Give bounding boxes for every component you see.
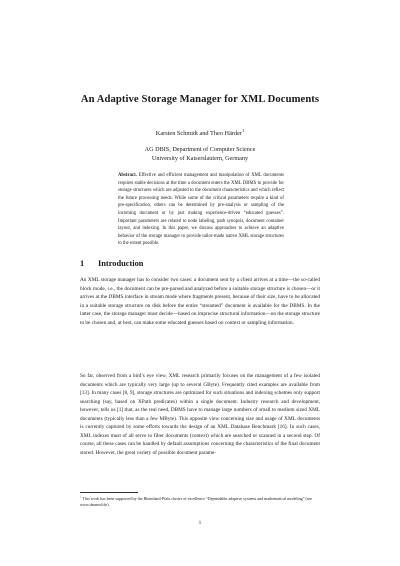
author-footnote-mark: 1 — [242, 127, 245, 133]
affiliation — [40, 146, 360, 163]
footnote-rule — [80, 492, 138, 493]
footnote-mark: 1 — [80, 494, 82, 499]
abstract — [118, 172, 284, 248]
affiliation-dept: AG DBIS, Department of Computer Science — [144, 146, 256, 153]
footnote — [80, 496, 320, 508]
footnote-text: This work has been supported by the Rheinland-Pfalz cluster of excellence “Dependable adaptive systems and mathematical modeling” (see www.dasmod.de). — [80, 496, 313, 508]
abstract-label: Abstract. — [118, 173, 137, 178]
section-title: Introduction — [98, 259, 144, 268]
affiliation-university: University of Kaiserslautern, Germany — [151, 154, 249, 162]
body-paragraph-1: An XML storage manager has to consider two cases: a document sent by a client arrives at a time—the so-called block mode, i.e., the document can be pre-parsed and analyzed before a suitable storage structure is chosen—or it arrives at the DBMS interface in stream mode where fragments present, because of their size, have to be allocated in a suitable storage structure on disk before the entire “streamed” document is available for the DBMS. In the latter case, the storage manager must decide—based on imprecise structural information—on the storage structure to be chosen and, at best, can make some educated guesses based on context or sampling information. — [80, 277, 320, 326]
author-line — [40, 127, 360, 137]
section-number: 1 — [80, 259, 85, 268]
body-paragraph-2: So far, observed from a bird’s eye view, XML research primarily focuses on the management of a few isolated documents which are typically very large (up to several GByte). Frequently cited examples are available from [13]. In many cases [8, 9], storage structures are optimized for such situations and indexing schemes only support searching (say, based on XPath predicates) within a single document. Industry research and development, however, tells us [1] that, as the real need, DBMS have to manage large numbers of small to medium sized XML documents (typically less than a few MByte). This opposite view concerning size and usage of XML documents is currently captured by some efforts towards the design of an XML Database Benchmark [16]. In such cases, XML indexes must of all serve to filter documents (context) which are searched or scanned in a second step. Of course, all these cases can be handled by default assumptions concerning the characteristics of the final document stored. However, the great variety of possible document parame- — [80, 373, 320, 456]
page-number: 1 — [198, 520, 202, 526]
paper-title: An Adaptive Storage Manager for XML Documents — [80, 94, 320, 105]
abstract-text: Effective and efficient management and manipulation of XML documents requires stable decisions at the time a document enters the XML DBMS to provide for storage structures which are adjusted to the document characteristics and which reflect the future processing needs. While some of the critical parameters require a kind of pre-specification, others can be determined by pre-analysis or sampling of the incoming document or by just making experience-driven “educated guesses”. Important parameters are related to node labeling, path synopsis, document container layout, and indexing. In this paper, we discuss approaches to achieve an adaptive behavior of the storage manager to provide tailor-made native XML storage structures to the extent possible. — [118, 173, 284, 247]
section-heading — [80, 259, 320, 268]
authors: Karsten Schmidt and Theo Härder — [155, 130, 243, 137]
